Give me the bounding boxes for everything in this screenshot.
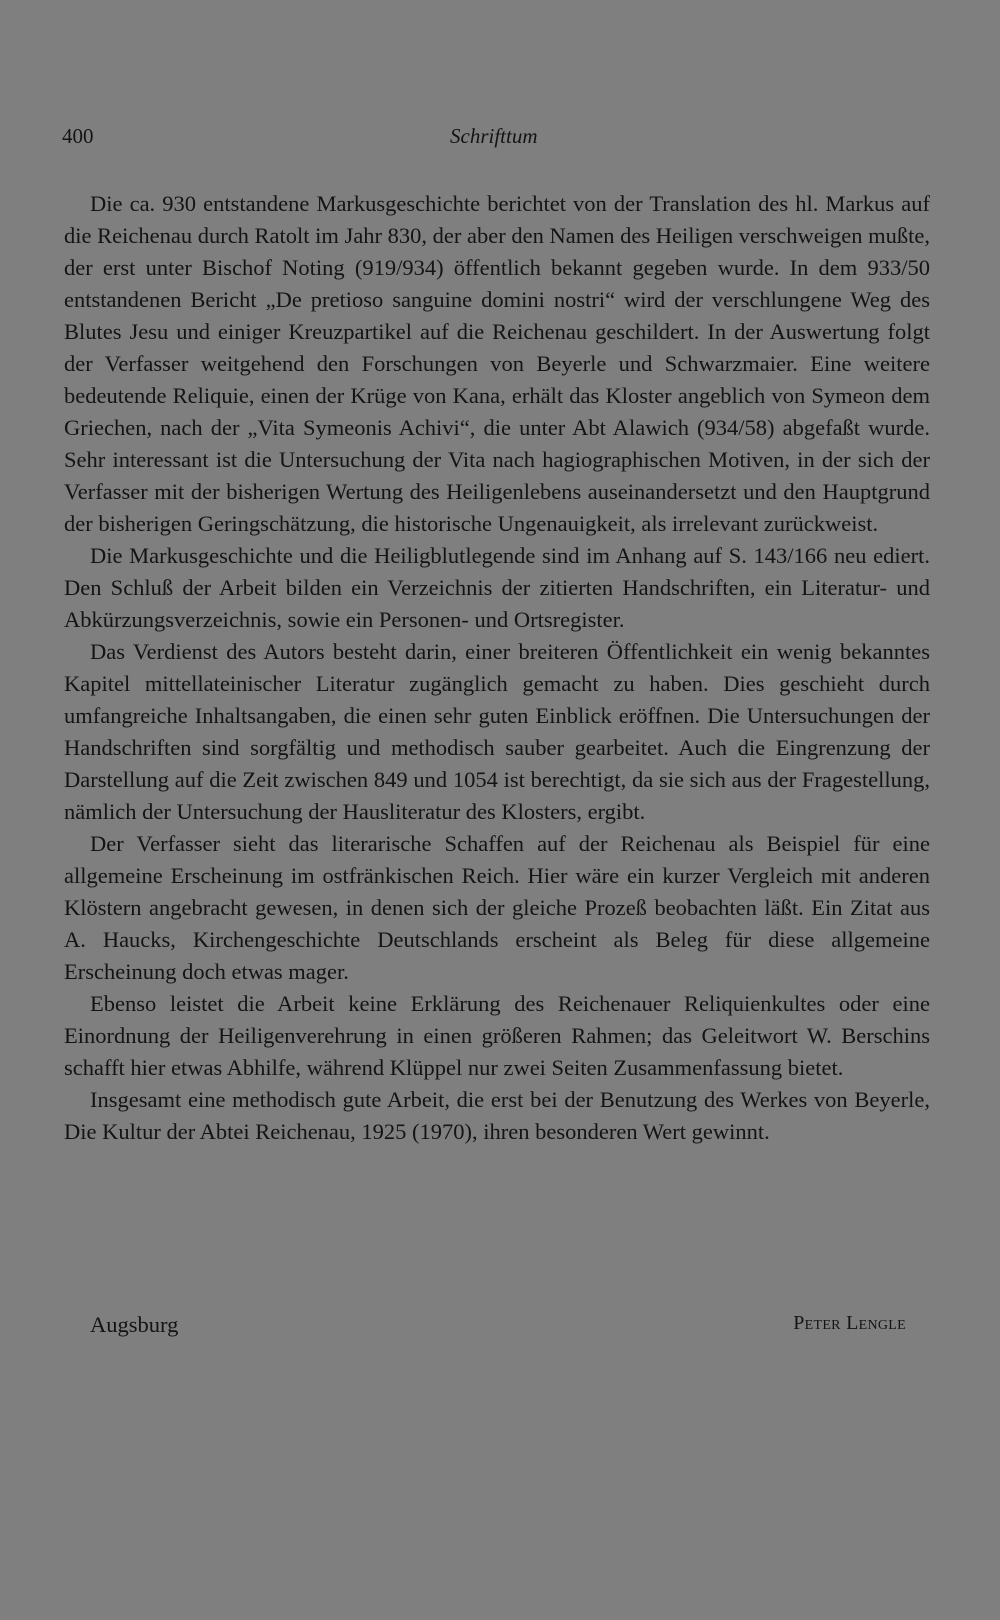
signature-place: Augsburg	[90, 1312, 179, 1337]
body-text	[64, 188, 930, 1148]
running-title: Schrifttum	[450, 124, 538, 148]
paragraph: Der Verfasser sieht das literarische Schaffen auf der Reichenau als Beispiel für eine allgemeine Erscheinung im ostfränkischen Reich. Hier wäre ein kurzer Vergleich mit anderen Klöstern angebracht gewesen, in denen sich der gleiche Prozeß beobachten läßt. Ein Zitat aus A. Haucks, Kirchengeschichte Deutschlands erscheint als Beleg für diese allgemeine Erscheinung doch etwas mager.	[64, 831, 930, 984]
page-number: 400	[62, 124, 94, 148]
signature-row	[64, 1312, 906, 1346]
paragraph: Ebenso leistet die Arbeit keine Erklärung des Reichenauer Reliquienkultes oder eine Einordnung der Heiligenverehrung in einen größeren Rahmen; das Geleitwort W. Berschins schafft hier etwas Abhilfe, während Klüppel nur zwei Seiten Zusammenfassung bietet.	[64, 991, 930, 1080]
paragraph: Das Verdienst des Autors besteht darin, einer breiteren Öffentlichkeit ein wenig bekanntes Kapitel mittellateinischer Literatur zugänglich gemacht zu haben. Dies geschieht durch umfangreiche Inhaltsangaben, die einen sehr guten Einblick eröffnen. Die Untersuchungen der Handschriften sind sorgfältig und methodisch sauber gearbeitet. Auch die Eingrenzung der Darstellung auf die Zeit zwischen 849 und 1054 ist berechtigt, da sie sich aus der Fragestellung, nämlich der Untersuchung der Hausliteratur des Klosters, ergibt.	[64, 639, 930, 824]
paragraph: Die Markusgeschichte und die Heiligblutlegende sind im Anhang auf S. 143/166 neu ediert. Den Schluß der Arbeit bilden ein Verzeichnis der zitierten Handschriften, ein Literatur- und Abkürzungsverzeichnis, sowie ein Personen- und Ortsregister.	[64, 543, 930, 632]
signature-author: Peter Lengle	[793, 1312, 906, 1334]
page-header	[62, 124, 932, 154]
paragraph: Die ca. 930 entstandene Markusgeschichte berichtet von der Translation des hl. Markus auf die Reichenau durch Ratolt im Jahr 830, der aber den Namen des Heiligen verschweigen mußte, der erst unter Bischof Noting (919/934) öffentlich bekannt gegeben wurde. In dem 933/50 entstandenen Bericht „De pretioso sanguine domini nostri“ wird der verschlungene Weg des Blutes Jesu und einiger Kreuzpartikel auf die Reichenau geschildert. In der Auswertung folgt der Verfasser weitgehend den Forschungen von Beyerle und Schwarzmaier. Eine weitere bedeutende Reliquie, einen der Krüge von Kana, erhält das Kloster angeblich von Symeon dem Griechen, nach der „Vita Symeonis Achivi“, die unter Abt Alawich (934/58) abgefaßt wurde. Sehr interessant ist die Untersuchung der Vita nach hagiographischen Motiven, in der sich der Verfasser mit der bisherigen Wertung des Heiligenlebens auseinandersetzt und den Hauptgrund der bisherigen Geringschätzung, die historische Ungenauigkeit, als irrelevant zurückweist.	[64, 191, 930, 536]
paragraph: Insgesamt eine methodisch gute Arbeit, die erst bei der Benutzung des Werkes von Beyerle, Die Kultur der Abtei Reichenau, 1925 (1970), ihren besonderen Wert gewinnt.	[64, 1087, 930, 1144]
